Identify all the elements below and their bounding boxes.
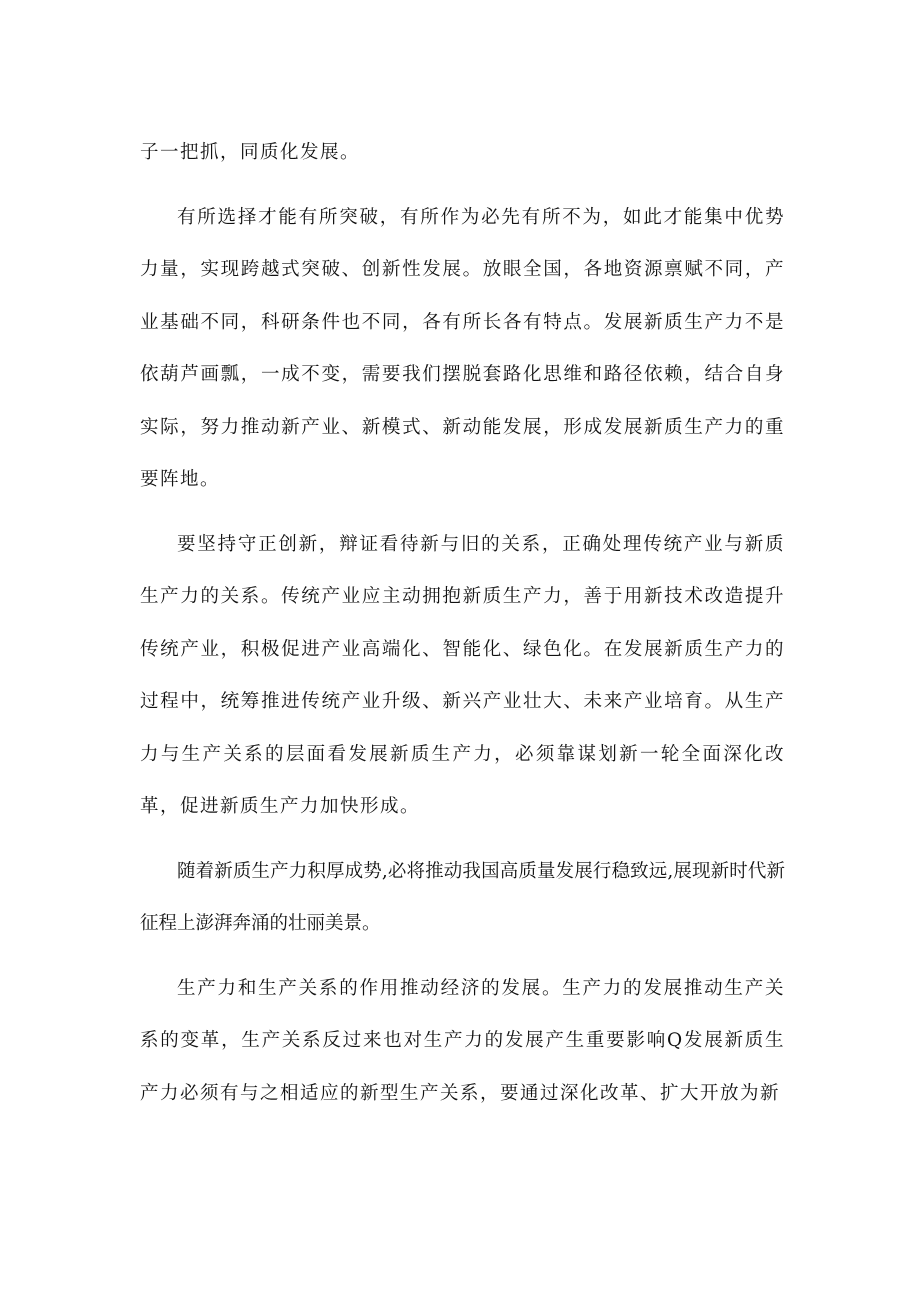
paragraph-high-quality-development: 随着新质生产力积厚成势,必将推动我国高质量发展行稳致远,展现新时代新征程上澎湃奔涌的壮丽美景。	[140, 860, 785, 934]
paragraph-continuation: 子一把抓，同质化发展。	[140, 142, 361, 163]
paragraph-selective-breakthrough: 有所选择才能有所突破，有所作为必先有所不为，如此才能集中优势力量，实现跨越式突破、创新性发展。放眼全国，各地资源禀赋不同，产业基础不同，科研条件也不同，各有所长各有特点。发展新质生产力不是依葫芦画瓢，一成不变，需要我们摆脱套路化思维和路径依赖，结合自身实际，努力推动新产业、新模式、新动能发展，形成发展新质生产力的重要阵地。	[140, 206, 785, 490]
document-page	[140, 127, 785, 1120]
paragraph-innovation-tradition: 要坚持守正创新，辩证看待新与旧的关系，正确处理传统产业与新质生产力的关系。传统产业应主动拥抱新质生产力，善于用新技术改造提升传统产业，积极促进产业高端化、智能化、绿色化。在发展新质生产力的过程中，统筹推进传统产业升级、新兴产业壮大、未来产业培育。从生产力与生产关系的层面看发展新质生产力，必须靠谋划新一轮全面深化改革，促进新质生产力加快形成。	[140, 533, 785, 817]
paragraph-production-relations: 生产力和生产关系的作用推动经济的发展。生产力的发展推动生产关系的变革，生产关系反过来也对生产力的发展产生重要影响Q发展新质生产力必须有与之相适应的新型生产关系，要通过深化改革、扩大开放为新	[140, 977, 785, 1104]
